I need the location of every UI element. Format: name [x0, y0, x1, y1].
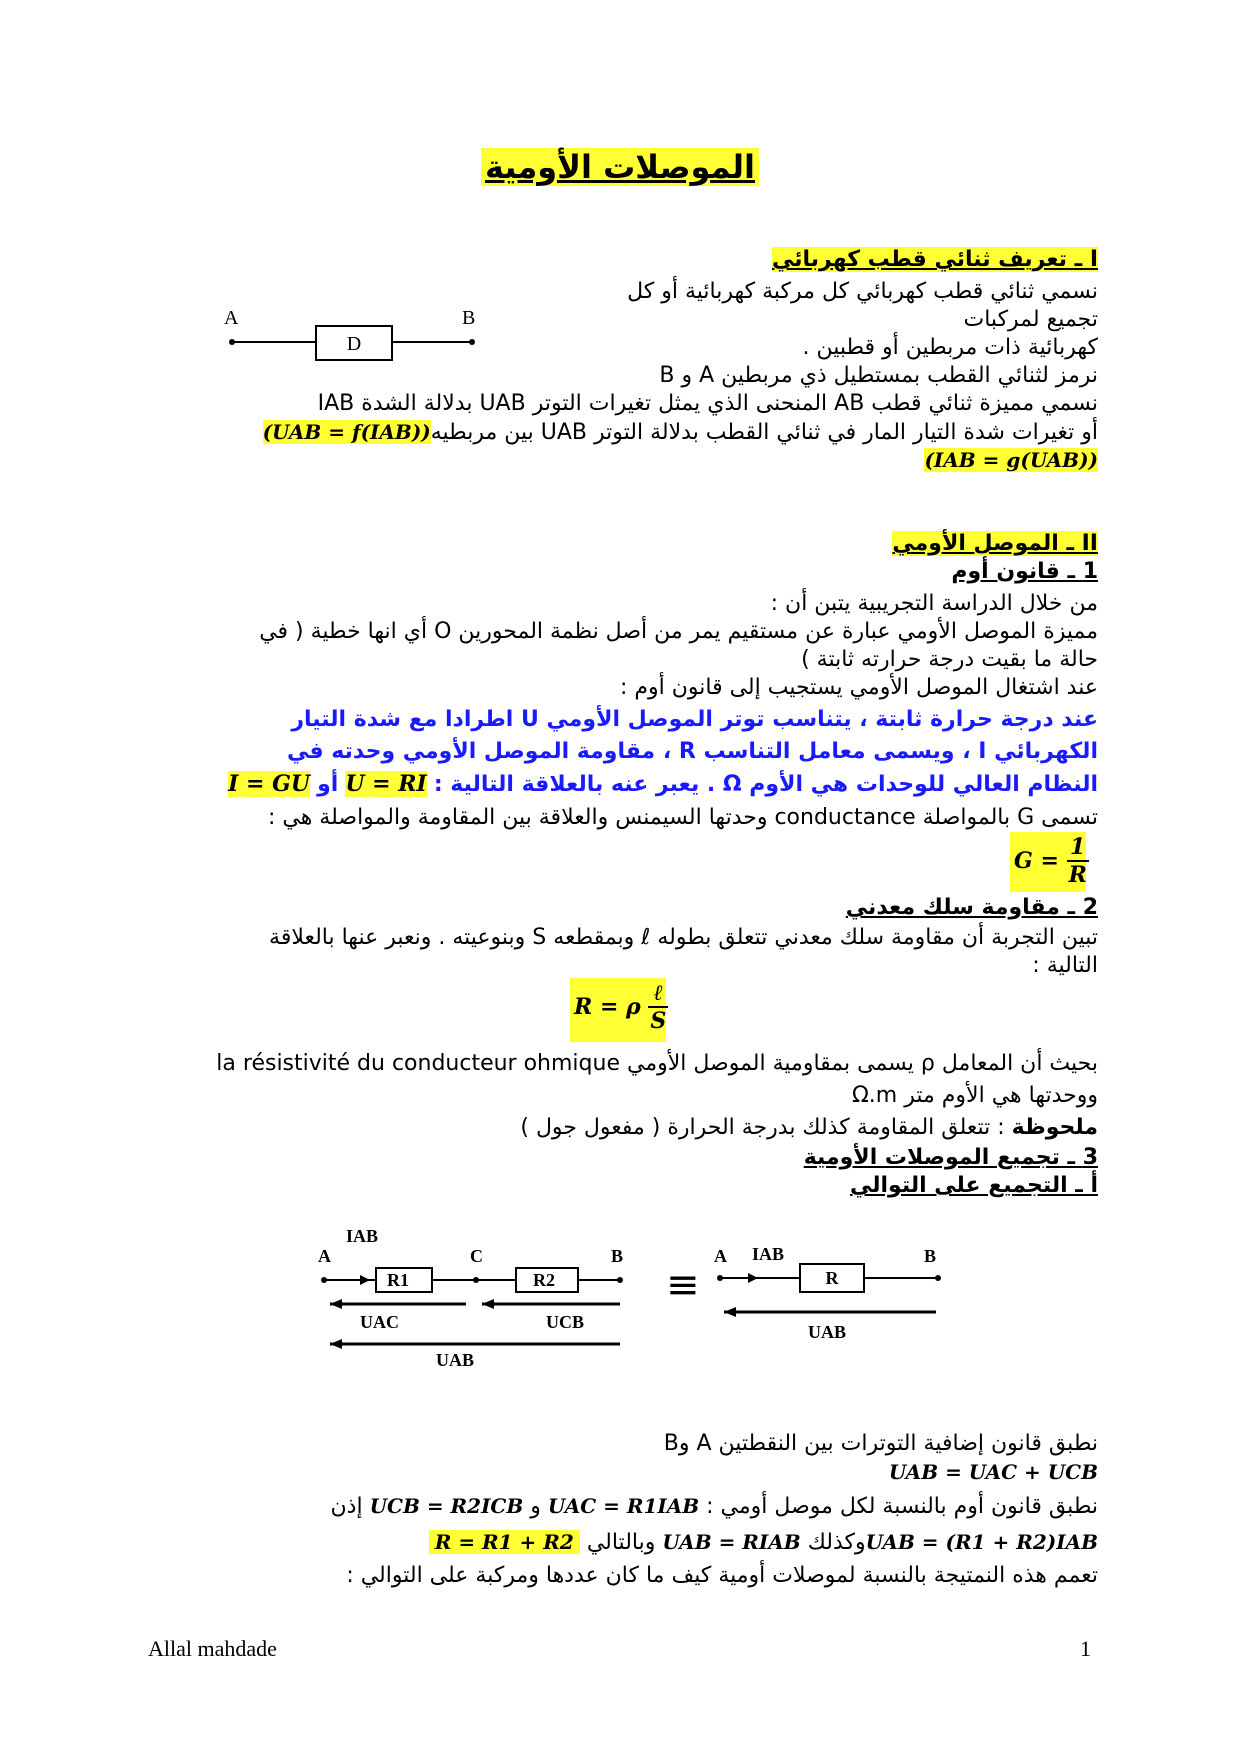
ohm-law-statement-3: النظام العالي للوحدات هي الأوم Ω . يعبر عنه بالعلاقة التالية : U = RI أو I = GU: [228, 771, 1098, 797]
point-a-label: A: [224, 307, 239, 329]
equivalence-sign: ≡: [666, 1262, 700, 1308]
formula-ucb: UCB = R2ICB: [369, 1494, 524, 1518]
s3-eq-sum-line: [889, 1458, 1098, 1487]
point-b-label: B: [462, 307, 476, 329]
series-circuit-diagram: [316, 1220, 956, 1370]
ohm-law-statement-1: عند درجة حرارة ثابتة ، يتناسب توتر الموصل الأومي U اطرادا مع شدة التيار: [291, 707, 1098, 732]
footer-page-number: 1: [1080, 1636, 1091, 1661]
uab-label: UAB: [436, 1350, 475, 1370]
formula-uab-ri: UAB = RIAB: [662, 1530, 801, 1554]
section-3-heading: 3 ـ تجميع الموصلات الأومية: [803, 1145, 1098, 1170]
s3-line-2: نطبق قانون أوم بالنسبة لكل موصل أومي : UAC = R1IAB و UCB = R2ICB إذن: [330, 1494, 1098, 1519]
footer-author: Allal mahdade: [148, 1636, 277, 1661]
section-1-heading: I ـ تعريف ثنائي قطب كهربائي: [771, 247, 1098, 272]
s2-line-5: تسمى G بالمواصلة conductance وحدتها السيمنس والعلاقة بين المقاومة والمواصلة هي :: [267, 805, 1098, 830]
formula-uac: UAC = R1IAB: [547, 1494, 700, 1518]
s1-line-6: أو تغيرات شدة التيار المار في ثنائي القطب بدلالة التوتر UAB بين مربطيه(UAB = f(IAB)): [262, 420, 1098, 445]
section-2-heading: II ـ الموصل الأومي: [892, 531, 1098, 556]
formula-voltage-sum: UAB = UAC + UCB: [888, 1460, 1098, 1484]
node-c-label: C: [470, 1246, 483, 1266]
eq-r-label: R: [825, 1268, 839, 1288]
s2-line-2: مميزة الموصل الأومي عبارة عن مستقيم يمر من أصل نظمة المحورين O أي انها خطية ( في: [259, 619, 1098, 644]
s1-line-2: تجميع لمركبات: [963, 307, 1098, 332]
s3-line-3: UAB = (R1 + R2)IABوكذلك UAB = RIAB وبالتالي R = R1 + R2: [429, 1528, 1098, 1557]
series-heading: أ ـ التجميع على التوالي: [850, 1173, 1098, 1198]
s3-line-1: نطبق قانون إضافية التوترات بين النقطتين A وB: [663, 1431, 1098, 1456]
ucb-label: UCB: [546, 1312, 585, 1332]
eq-node-b-label: B: [924, 1246, 937, 1266]
formula-i-g-u: (IAB = g(UAB)): [924, 448, 1098, 472]
node-a-label: A: [318, 1246, 331, 1266]
dipole-box-label: D: [346, 333, 362, 355]
s2-line-1: من خلال الدراسة التجريبية يتبن أن :: [770, 591, 1098, 616]
uac-label: UAC: [360, 1312, 399, 1332]
formula-i-gu: I = GU: [228, 771, 311, 797]
node-b-label: B: [611, 1246, 624, 1266]
wire-resistance-heading: 2 ـ مقاومة سلك معدني: [845, 895, 1098, 920]
s3-line-4: تعمم هذه النمتيجة بالنسبة لموصلات أومية كيف ما كان عددها ومركبة على التوالي :: [346, 1563, 1098, 1588]
formula-u-ri: U = RI: [345, 771, 427, 797]
formula-uab-sum: UAB = (R1 + R2)IAB: [865, 1530, 1098, 1554]
s2-line-9: ووحدتها هي الأوم متر Ω.m: [852, 1083, 1098, 1108]
s1-line-7: [924, 446, 1098, 475]
s2-line-6: تبين التجربة أن مقاومة سلك معدني تتعلق بطوله ℓ وبمقطعه S وبنوعيته . ونعبر عنها بالعلاقة: [269, 925, 1098, 950]
formula-r-rho: R = ρ $\frac{\text{ℓ}}{S}$: [574, 980, 667, 1034]
ohm-law-heading: 1 ـ قانون أوم: [951, 559, 1098, 584]
s2-line-4: عند اشتغال الموصل الأومي يستجيب إلى قانون أوم :: [619, 675, 1098, 700]
page-title: الموصلات الأومية: [0, 148, 1240, 186]
s1-line-5: نسمي مميزة ثنائي قطب AB المنحنى الذي يمثل تغيرات التوتر UAB بدلالة الشدة IAB: [317, 391, 1098, 416]
eq-current-label: IAB: [752, 1244, 785, 1264]
eq-uab-label: UAB: [808, 1322, 847, 1342]
ohm-law-statement-2: الكهربائي I ، ويسمى معامل التناسب R ، مقاومة الموصل الأومي وحدته في: [286, 739, 1098, 764]
s1-line-4: نرمز لثنائي القطب بمستطيل ذي مربطين A و B: [659, 363, 1098, 388]
eq-node-a-label: A: [714, 1246, 727, 1266]
note-line: ملحوظة : تتعلق المقاومة كذلك بدرجة الحرارة ( مفعول جول ): [520, 1115, 1098, 1140]
formula-r-series: R = R1 + R2: [429, 1530, 580, 1554]
s2-line-8: بحيث أن المعامل ρ يسمى بمقاومية الموصل الأومي la résistivité du conducteur ohmique: [216, 1051, 1098, 1076]
r1-label: R1: [387, 1270, 409, 1290]
current-label: IAB: [346, 1226, 379, 1246]
s1-line-1: نسمي ثنائي قطب كهربائي كل مركبة كهربائية أو كل: [627, 279, 1098, 304]
s2-line-7: التالية :: [1032, 953, 1098, 978]
r2-label: R2: [533, 1270, 555, 1290]
s2-line-3: حالة ما بقيت درجة حرارته ثابتة ): [801, 647, 1098, 672]
dipole-diagram: [210, 300, 500, 370]
formula-u-f-i: (UAB = f(IAB)): [262, 420, 431, 444]
s1-line-3: كهربائية ذات مربطين أو قطبين .: [802, 335, 1098, 360]
formula-g: G = $\frac{1}{R}$: [1014, 834, 1087, 888]
